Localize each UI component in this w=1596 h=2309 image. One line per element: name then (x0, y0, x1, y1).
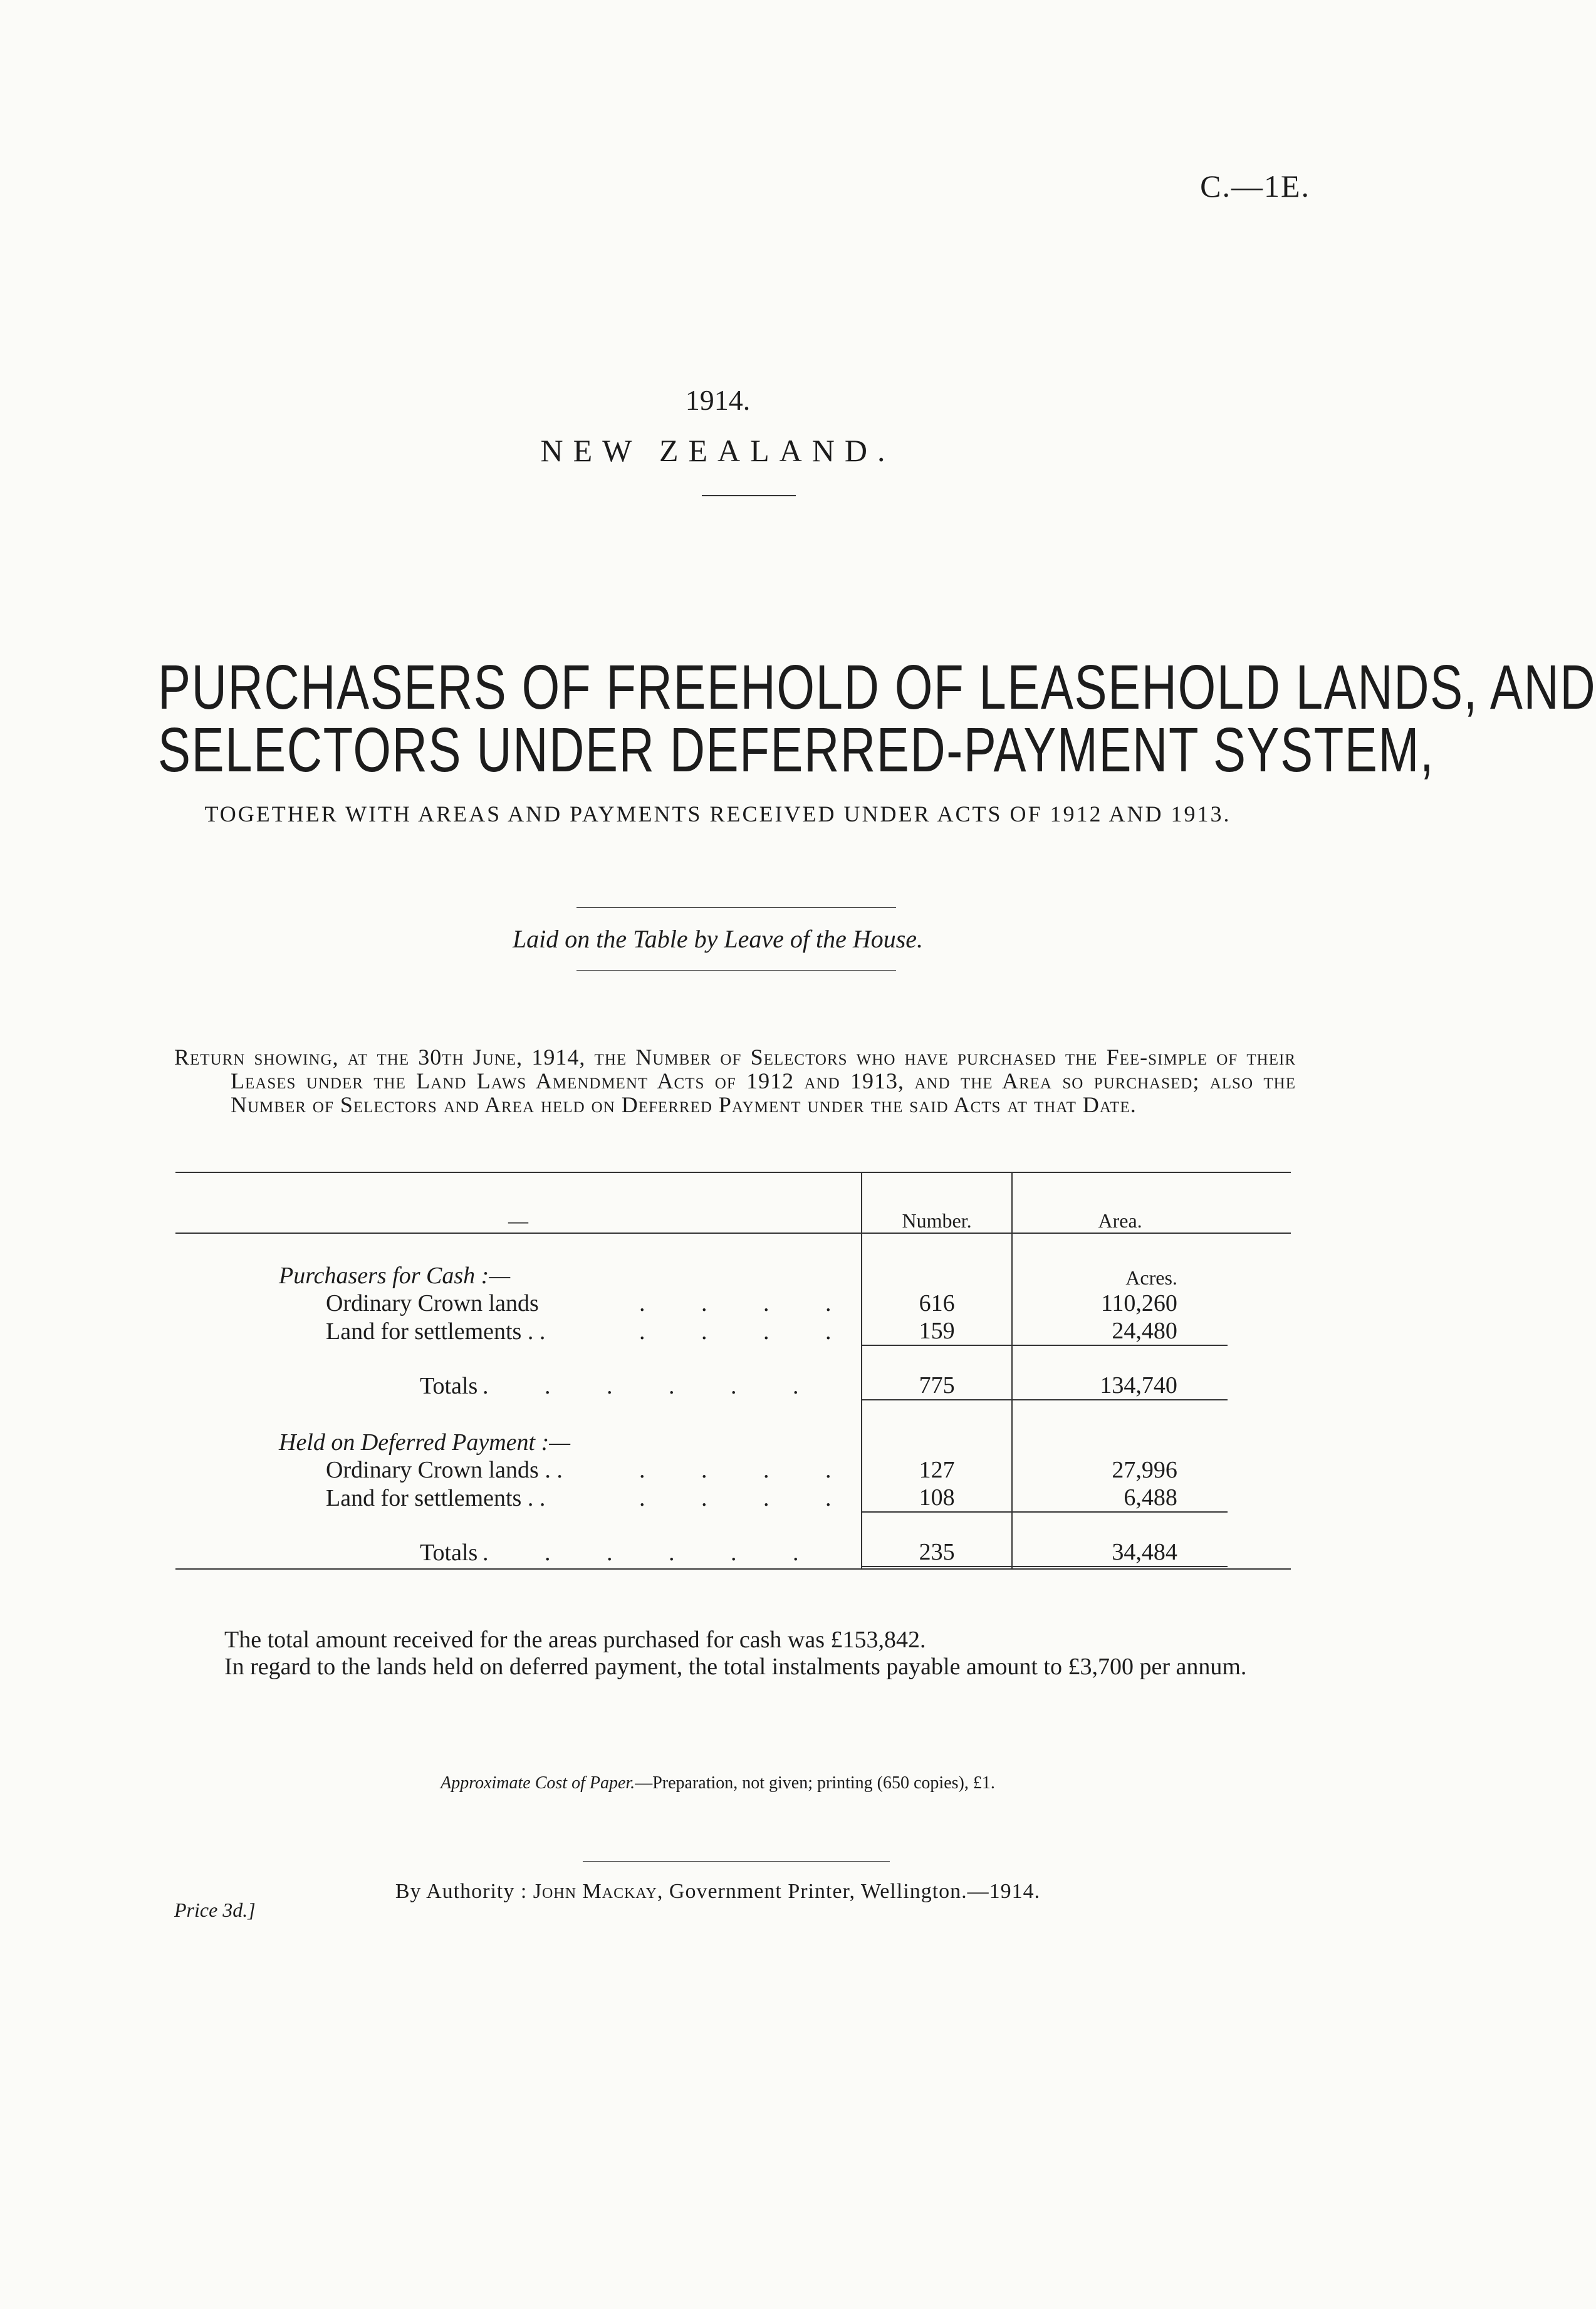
divider (583, 1861, 890, 1862)
totals-row (175, 1512, 1291, 1566)
cost-label: Approximate Cost of Paper. (441, 1773, 635, 1793)
row-area: 6,488 (1012, 1484, 1228, 1512)
return-description-text: Return showing, at the 30th June, 1914, the Number of Selectors who have purchased the Fee-simple of their Leases under the Land Laws Amendment Acts of 1912 and 1913, and the Area so purchased; also the Number of Selectors and Area held on Deferred Payment under the said Acts at that Date. (174, 1045, 1296, 1117)
section-title-row (175, 1262, 1291, 1290)
totals-number: 235 (862, 1512, 1012, 1566)
row-number: 616 (862, 1290, 1012, 1317)
totals-area: 34,484 (1012, 1512, 1228, 1566)
authority-suffix: Government Printer, Wellington.—1914. (669, 1880, 1041, 1903)
totals-label: Totals (420, 1540, 478, 1566)
totals-number: 775 (862, 1345, 1012, 1400)
header-area: Area. (1012, 1172, 1228, 1233)
totals-row (175, 1345, 1291, 1400)
row-number: 108 (862, 1484, 1012, 1512)
leader-dots: . . . . (639, 1485, 857, 1511)
table-row (175, 1484, 1291, 1512)
cost-note (0, 1773, 1436, 1793)
country: NEW ZEALAND. (540, 433, 895, 468)
title-line-1: PURCHASERS OF FREEHOLD OF LEASEHOLD LANDS, AND (158, 652, 1596, 722)
row-label: Land for settlements . . (326, 1318, 546, 1345)
header-number: Number. (862, 1172, 1012, 1233)
table-row (175, 1290, 1291, 1317)
row-label: Ordinary Crown lands (326, 1290, 539, 1316)
row-area: 24,480 (1012, 1317, 1228, 1345)
printer-name: John Mackay, (533, 1880, 664, 1903)
cost-text: —Preparation, not given; printing (650 copies), £1. (635, 1773, 995, 1793)
title-line-2: SELECTORS UNDER DEFERRED-PAYMENT SYSTEM, (158, 715, 1435, 785)
document-reference: C.—1E. (1200, 169, 1310, 204)
header-label: — (175, 1172, 862, 1233)
subtitle: TOGETHER WITH AREAS AND PAYMENTS RECEIVED UNDER ACTS OF 1912 AND 1913. (204, 801, 1231, 826)
table-row (175, 1456, 1291, 1484)
row-area: 27,996 (1012, 1456, 1228, 1484)
section-title: Purchasers for Cash :— (279, 1263, 511, 1289)
table-row (175, 1317, 1291, 1345)
row-number: 127 (862, 1456, 1012, 1484)
row-area: 110,260 (1012, 1290, 1228, 1317)
return-description (174, 1045, 1296, 1117)
authority-prefix: By Authority : (395, 1880, 528, 1903)
leader-dots: . . . . (639, 1290, 857, 1316)
divider (702, 495, 796, 496)
section-title: Held on Deferred Payment :— (279, 1429, 571, 1456)
leader-dots: . . . . . . (482, 1373, 824, 1399)
leader-dots: . . . . (639, 1318, 857, 1345)
divider (576, 907, 896, 908)
year: 1914. (685, 384, 751, 416)
row-label: Ordinary Crown lands . . (326, 1457, 563, 1483)
leader-dots: . . . . . . (482, 1540, 824, 1566)
note-deferred: In regard to the lands held on deferred payment, the total instalments payable amount to £3,700 per annum. (224, 1654, 1247, 1680)
leader-dots: . . . . (639, 1457, 857, 1483)
note-cash: The total amount received for the areas purchased for cash was £153,842. (224, 1627, 926, 1653)
laid-on-table: Laid on the Table by Leave of the House. (512, 925, 924, 953)
divider (576, 970, 896, 971)
return-table (175, 1172, 1291, 1570)
unit-label: Acres. (1012, 1262, 1228, 1290)
totals-area: 134,740 (1012, 1345, 1228, 1400)
price: Price 3d.] (174, 1899, 256, 1921)
table-header (175, 1172, 1291, 1233)
row-number: 159 (862, 1317, 1012, 1345)
row-label: Land for settlements . . (326, 1485, 546, 1511)
section-title-row (175, 1429, 1291, 1456)
totals-label: Totals (420, 1373, 478, 1399)
